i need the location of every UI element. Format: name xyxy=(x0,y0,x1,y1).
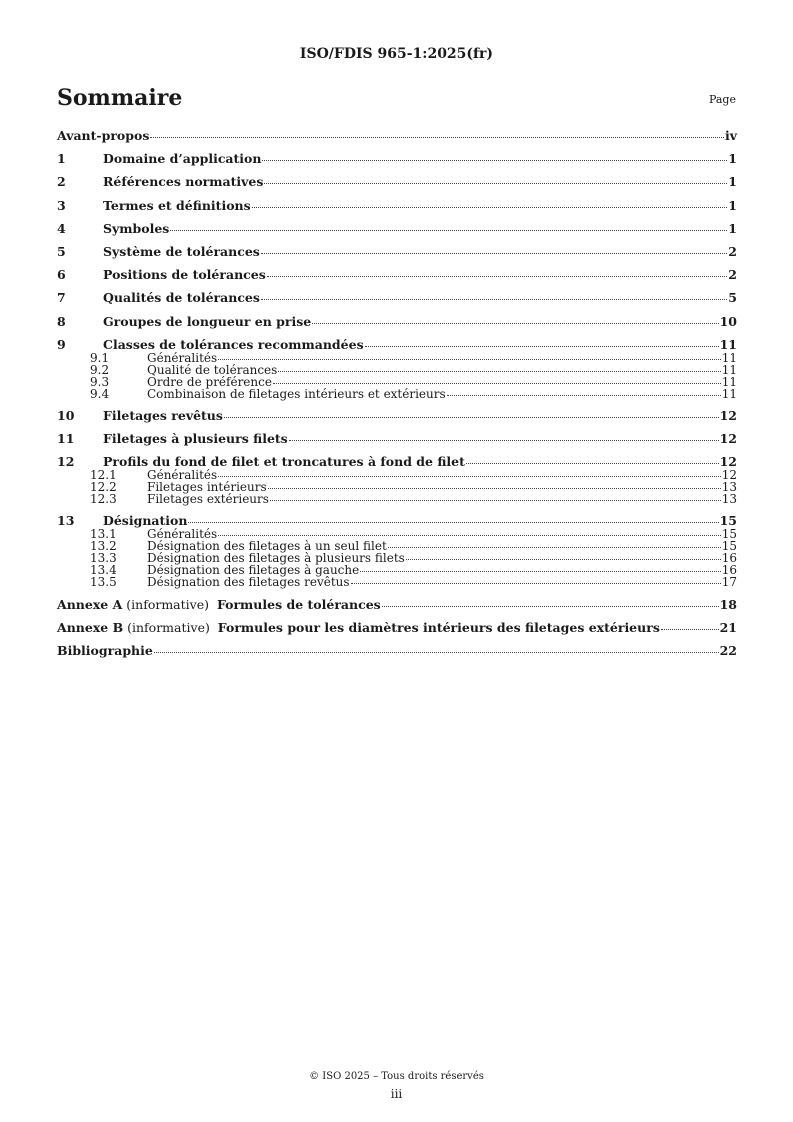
toc-entry[interactable] xyxy=(57,174,737,189)
toc-entry-number: 9.3 xyxy=(90,374,110,389)
dot-leader xyxy=(382,606,719,607)
toc-entry[interactable] xyxy=(57,643,737,658)
dot-leader xyxy=(218,359,721,360)
toc-entry-title: Désignation des filetages revêtus xyxy=(147,575,350,590)
toc-entry-page: 12 xyxy=(721,468,737,483)
dot-leader xyxy=(252,207,728,208)
toc-entry[interactable] xyxy=(57,290,737,305)
toc-entry-number: 11 xyxy=(57,431,75,447)
toc-entry-page: 15 xyxy=(719,513,737,529)
toc-entry-title: Domaine d’application xyxy=(103,151,262,167)
toc-entry-title: Généralités xyxy=(147,468,218,483)
dot-leader xyxy=(351,583,721,584)
toc-entry-number: 13.1 xyxy=(90,527,117,542)
toc-entry-page: 17 xyxy=(721,575,737,590)
toc-entry-title: Qualité de tolérances xyxy=(147,362,278,377)
toc-entry[interactable] xyxy=(57,221,737,236)
toc-entry-page: 11 xyxy=(721,350,737,365)
toc-entry[interactable] xyxy=(57,388,737,400)
toc-entry-title: Filetages intérieurs xyxy=(147,480,267,495)
dot-leader xyxy=(218,476,721,477)
toc-entry-number: 12.3 xyxy=(90,492,117,507)
toc-entry-page: 13 xyxy=(721,480,737,495)
dot-leader xyxy=(388,547,721,548)
annex-label: Annexe B xyxy=(57,619,124,635)
toc-entry-page: 11 xyxy=(719,336,737,352)
toc-entry-number: 8 xyxy=(57,313,66,329)
toc-entry-page: 1 xyxy=(728,220,737,236)
toc-entry[interactable] xyxy=(57,376,737,388)
toc-entry-page: 21 xyxy=(719,619,737,635)
toc-entry-number: 4 xyxy=(57,220,66,236)
toc-entry[interactable] xyxy=(57,337,737,352)
toc-entry[interactable] xyxy=(57,597,737,612)
toc-entry-number: 13.3 xyxy=(90,551,117,566)
toc-entry-number: 9.4 xyxy=(90,386,110,401)
dot-leader xyxy=(406,559,721,560)
toc-entry[interactable] xyxy=(57,454,737,469)
toc-entry-title: Qualités de tolérances xyxy=(103,290,260,306)
annex-type: (informative) xyxy=(122,596,217,612)
dot-leader xyxy=(289,440,719,441)
toc-entry-page: 11 xyxy=(721,374,737,389)
toc-entry-page: 12 xyxy=(719,407,737,423)
toc-entry-number: 13 xyxy=(57,513,75,529)
toc-entry-number: 1 xyxy=(57,151,66,167)
toc-entry-page: iv xyxy=(724,128,737,143)
dot-leader xyxy=(661,629,719,630)
dot-leader xyxy=(278,371,720,372)
toc-entry-number: 2 xyxy=(57,174,66,190)
dot-leader xyxy=(154,652,719,653)
toc-entry-page: 11 xyxy=(721,386,737,401)
dot-leader xyxy=(150,137,724,138)
toc-entry-title: Désignation des filetages à gauche xyxy=(147,563,360,578)
dot-leader xyxy=(218,535,721,536)
toc-entry-page: 16 xyxy=(721,551,737,566)
toc-entry-title: Classes de tolérances recommandées xyxy=(103,336,364,352)
page-number: iii xyxy=(390,1087,403,1101)
toc-entry[interactable] xyxy=(57,408,737,423)
toc-entry-page: 1 xyxy=(728,151,737,167)
toc-entry[interactable] xyxy=(57,151,737,166)
toc-entry-page: 10 xyxy=(719,313,737,329)
toc-entry-title xyxy=(57,620,660,635)
annex-type: (informative) xyxy=(123,619,218,635)
toc-entry-number: 5 xyxy=(57,243,66,259)
toc-entry-number: 10 xyxy=(57,407,75,423)
toc-entry-title xyxy=(57,597,381,612)
dot-leader xyxy=(268,488,721,489)
annex-label: Annexe A xyxy=(57,596,123,612)
title-row xyxy=(57,85,736,115)
toc-entry-title: Références normatives xyxy=(103,174,264,190)
table-of-contents xyxy=(57,128,737,658)
dot-leader xyxy=(267,276,728,277)
toc-entry-page: 1 xyxy=(728,174,737,190)
toc-entry-title: Désignation xyxy=(103,513,188,529)
toc-entry-page: 5 xyxy=(728,290,737,306)
toc-entry-page: 1 xyxy=(728,197,737,213)
toc-entry[interactable] xyxy=(57,364,737,376)
dot-leader xyxy=(273,383,721,384)
toc-entry-title: Termes et définitions xyxy=(103,197,251,213)
toc-entry-page: 12 xyxy=(719,431,737,447)
dot-leader xyxy=(261,299,727,300)
dot-leader xyxy=(261,253,727,254)
toc-entry-title: Filetages extérieurs xyxy=(147,492,269,507)
toc-entry-page: 12 xyxy=(719,454,737,470)
toc-entry-number: 9.2 xyxy=(90,362,110,377)
document-header: ISO/FDIS 965-1:2025(fr) xyxy=(299,46,494,62)
dot-leader xyxy=(224,417,719,418)
toc-entry[interactable] xyxy=(57,513,737,528)
toc-entry-title: Généralités xyxy=(147,527,218,542)
toc-entry-title: Symboles xyxy=(103,220,170,236)
toc-entry[interactable] xyxy=(57,431,737,446)
toc-entry-number: 13.4 xyxy=(90,563,117,578)
page-title: Sommaire xyxy=(57,85,183,111)
toc-entry-title: Ordre de préférence xyxy=(147,374,272,389)
toc-entry-page: 13 xyxy=(721,492,737,507)
toc-entry-page: 15 xyxy=(721,527,737,542)
toc-entry-title: Groupes de longueur en prise xyxy=(103,313,312,329)
toc-entry[interactable] xyxy=(57,314,737,329)
annex-title: Formules de tolérances xyxy=(216,596,381,612)
toc-entry-title: Profils du fond de filet et troncatures à fond de filet xyxy=(103,454,465,470)
toc-entry[interactable] xyxy=(57,128,737,143)
toc-entry[interactable] xyxy=(57,493,737,505)
toc-entry[interactable] xyxy=(57,352,737,364)
toc-entry-number: 6 xyxy=(57,267,66,283)
annex-title: Formules pour les diamètres intérieurs des filetages extérieurs xyxy=(217,619,660,635)
toc-entry-page: 16 xyxy=(721,563,737,578)
toc-entry-title: Désignation des filetages à plusieurs filets xyxy=(147,551,405,566)
toc-entry-page: 15 xyxy=(721,539,737,554)
dot-leader xyxy=(365,346,719,347)
toc-entry-page: 18 xyxy=(719,596,737,612)
toc-entry-page: 2 xyxy=(728,267,737,283)
toc-entry-title: Filetages à plusieurs filets xyxy=(103,431,288,447)
dot-leader xyxy=(264,183,727,184)
page-column-label: Page xyxy=(708,93,736,106)
toc-entry-number: 3 xyxy=(57,197,66,213)
toc-entry-title: Généralités xyxy=(147,350,218,365)
dot-leader xyxy=(262,160,727,161)
dot-leader xyxy=(360,571,720,572)
dot-leader xyxy=(447,395,721,396)
toc-entry-title: Système de tolérances xyxy=(103,243,260,259)
toc-entry-number: 9.1 xyxy=(90,350,110,365)
toc-entry-title: Désignation des filetages à un seul filet xyxy=(147,539,387,554)
toc-entry-page: 22 xyxy=(719,643,737,658)
toc-entry-page: 2 xyxy=(728,243,737,259)
toc-entry-number: 12 xyxy=(57,454,75,470)
toc-entry-number: 13.2 xyxy=(90,539,117,554)
copyright-footer: © ISO 2025 – Tous droits réservés xyxy=(309,1071,484,1082)
toc-entry-title: Bibliographie xyxy=(57,643,153,658)
toc-entry-number: 7 xyxy=(57,290,66,306)
dot-leader xyxy=(312,323,718,324)
toc-entry[interactable] xyxy=(57,620,737,635)
dot-leader xyxy=(188,522,718,523)
toc-entry-number: 9 xyxy=(57,336,66,352)
toc-entry-title: Filetages revêtus xyxy=(103,407,223,423)
dot-leader xyxy=(466,463,719,464)
dot-leader xyxy=(170,230,727,231)
toc-entry-number: 12.2 xyxy=(90,480,117,495)
toc-entry[interactable] xyxy=(57,576,737,588)
toc-entry[interactable] xyxy=(57,244,737,259)
toc-entry-page: 11 xyxy=(721,362,737,377)
toc-entry-number: 12.1 xyxy=(90,468,117,483)
toc-entry-title: Combinaison de filetages intérieurs et extérieurs xyxy=(147,386,446,401)
toc-entry[interactable] xyxy=(57,198,737,213)
toc-entry-number: 13.5 xyxy=(90,575,117,590)
toc-entry[interactable] xyxy=(57,267,737,282)
dot-leader xyxy=(270,500,721,501)
toc-entry-title: Avant-propos xyxy=(57,128,150,143)
toc-entry-title: Positions de tolérances xyxy=(103,267,266,283)
